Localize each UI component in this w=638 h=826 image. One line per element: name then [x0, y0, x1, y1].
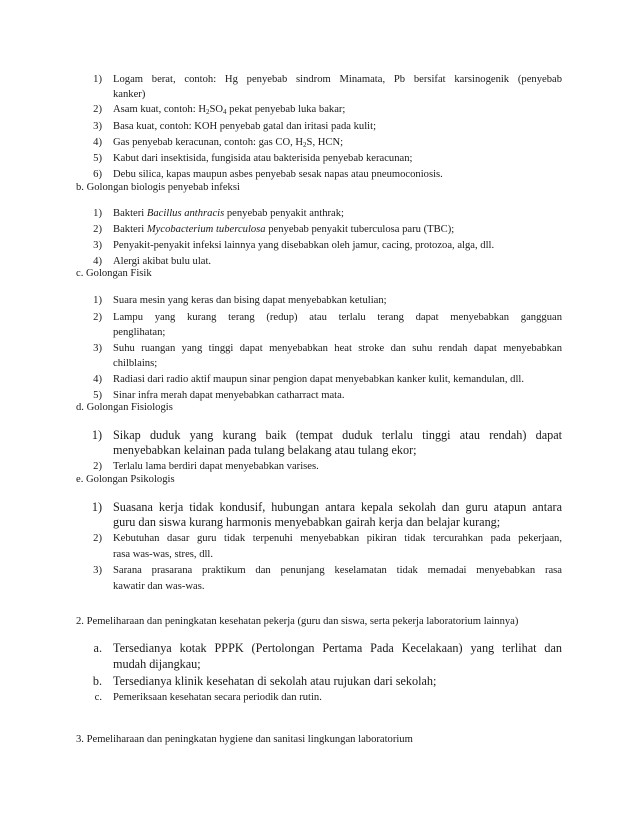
list-number: 6): [93, 169, 102, 180]
list-item-text: Tersedianya klinik kesehatan di sekolah atau rujukan dari sekolah;: [113, 674, 437, 688]
list-number: 2): [93, 312, 102, 323]
list-item-text: Bakteri Mycobacterium tuberculosa penyebab penyakit tuberculosa paru (TBC);: [113, 224, 455, 235]
list-item-text: Suhu ruangan yang tinggi dapat menyebabkan heat stroke dan suhu rendah dapat menyebabkan: [113, 343, 562, 354]
list-number: 2): [93, 224, 102, 235]
list-number: 1): [91, 500, 102, 514]
list-number: 2): [93, 104, 102, 115]
list-number: 1): [93, 74, 102, 85]
list-item-text: Asam kuat, contoh: $H_2SO_4$ pekat penyebab luka bakar;: [113, 104, 346, 116]
list-item-text: Sarana prasarana praktikum dan penunjang keselamatan tidak memadai menyebabkan rasa: [113, 565, 562, 576]
list-item-text: Suasana kerja tidak kondusif, hubungan antara kepala sekolah dan guru atapun antara: [113, 500, 562, 514]
section-heading-3: 3. Pemeliharaan dan peningkatan hygiene dan sanitasi lingkungan laboratorium: [76, 734, 413, 745]
list-item-text-cont: rasa was-was, stres, dll.: [113, 549, 214, 560]
list-item-text: Pemeriksaan kesehatan secara periodik dan rutin.: [113, 692, 322, 703]
list-number: 3): [93, 565, 102, 576]
list-item-text-cont: chilblains;: [113, 358, 158, 369]
list-item-text: Sikap duduk yang kurang baik (tempat duduk terlalu tinggi atau rendah) dapat: [113, 428, 562, 442]
list-item-text-cont: penglihatan;: [113, 327, 166, 338]
list-letter: b.: [92, 674, 102, 688]
section-heading-d: d. Golongan Fisiologis: [76, 402, 173, 413]
list-item-text: Basa kuat, contoh: KOH penyebab gatal dan iritasi pada kulit;: [113, 121, 377, 132]
list-item-text-cont: kanker): [113, 89, 146, 100]
list-item-text: Suara mesin yang keras dan bising dapat menyebabkan ketulian;: [113, 295, 387, 306]
list-item-text: Sinar infra merah dapat menyebabkan catharract mata.: [113, 390, 345, 401]
list-item-text: Kabut dari insektisida, fungisida atau bakterisida penyebab keracunan;: [113, 153, 413, 164]
section-heading-e: e. Golongan Psikologis: [76, 474, 175, 485]
list-item-text: Lampu yang kurang terang (redup) atau terlalu terang dapat menyebabkan gangguan: [113, 312, 562, 323]
list-item-text: Bakteri Bacillus anthracis penyebab penyakit anthrak;: [113, 208, 344, 219]
list-item-text-cont: guru dan siswa kurang harmonis menyebabkan gairah kerja dan belajar kurang;: [113, 515, 501, 529]
list-number: 3): [93, 240, 102, 251]
list-number: 3): [93, 121, 102, 132]
list-number: 4): [93, 256, 102, 267]
list-number: 1): [93, 208, 102, 219]
section-heading-c: c. Golongan Fisik: [76, 268, 152, 279]
list-item-text: Alergi akibat bulu ulat.: [113, 256, 212, 267]
list-item-text: Kebutuhan dasar guru tidak terpenuhi menyebabkan pikiran tidak tercurahkan pada pekerjaan,: [113, 533, 562, 544]
list-number: 1): [93, 295, 102, 306]
list-item-text-cont: menyebabkan kelainan pada tulang belakang atau tulang ekor;: [113, 443, 417, 457]
list-item-text-cont: mudah dijangkau;: [113, 657, 201, 671]
list-number: 3): [93, 343, 102, 354]
list-letter: a.: [93, 641, 102, 655]
list-number: 4): [93, 137, 102, 148]
list-letter: c.: [94, 692, 102, 703]
list-number: 2): [93, 461, 102, 472]
list-item-text: Gas penyebab keracunan, contoh: gas CO, $H_2S$, HCN;: [113, 137, 344, 149]
list-number: 1): [91, 428, 102, 442]
section-heading-b: b. Golongan biologis penyebab infeksi: [76, 182, 240, 193]
list-item-text: Logam berat, contoh: Hg penyebab sindrom Minamata, Pb bersifat karsinogenik (penyebab: [113, 74, 562, 85]
list-number: 5): [93, 153, 102, 164]
list-number: 5): [93, 390, 102, 401]
list-item-text: Penyakit-penyakit infeksi lainnya yang disebabkan oleh jamur, cacing, protozoa, alga, dll.: [113, 240, 495, 251]
section-heading-2: 2. Pemeliharaan dan peningkatan kesehatan pekerja (guru dan siswa, serta pekerja laboratorium lainnya): [76, 616, 519, 627]
list-number: 4): [93, 374, 102, 385]
list-item-text: Radiasi dari radio aktif maupun sinar pengion dapat menyebabkan kanker kulit, kemandulan, dll.: [113, 374, 524, 385]
list-item-text: Debu silica, kapas maupun asbes penyebab sesak napas atau pneumoconiosis.: [113, 169, 443, 180]
list-number: 2): [93, 533, 102, 544]
list-item-text: Terlalu lama berdiri dapat menyebabkan varises.: [113, 461, 319, 472]
list-item-text: Tersedianya kotak PPPK (Pertolongan Pertama Pada Kecelakaan) yang terlihat dan: [113, 641, 562, 655]
list-item-text-cont: kawatir dan was-was.: [113, 581, 205, 592]
